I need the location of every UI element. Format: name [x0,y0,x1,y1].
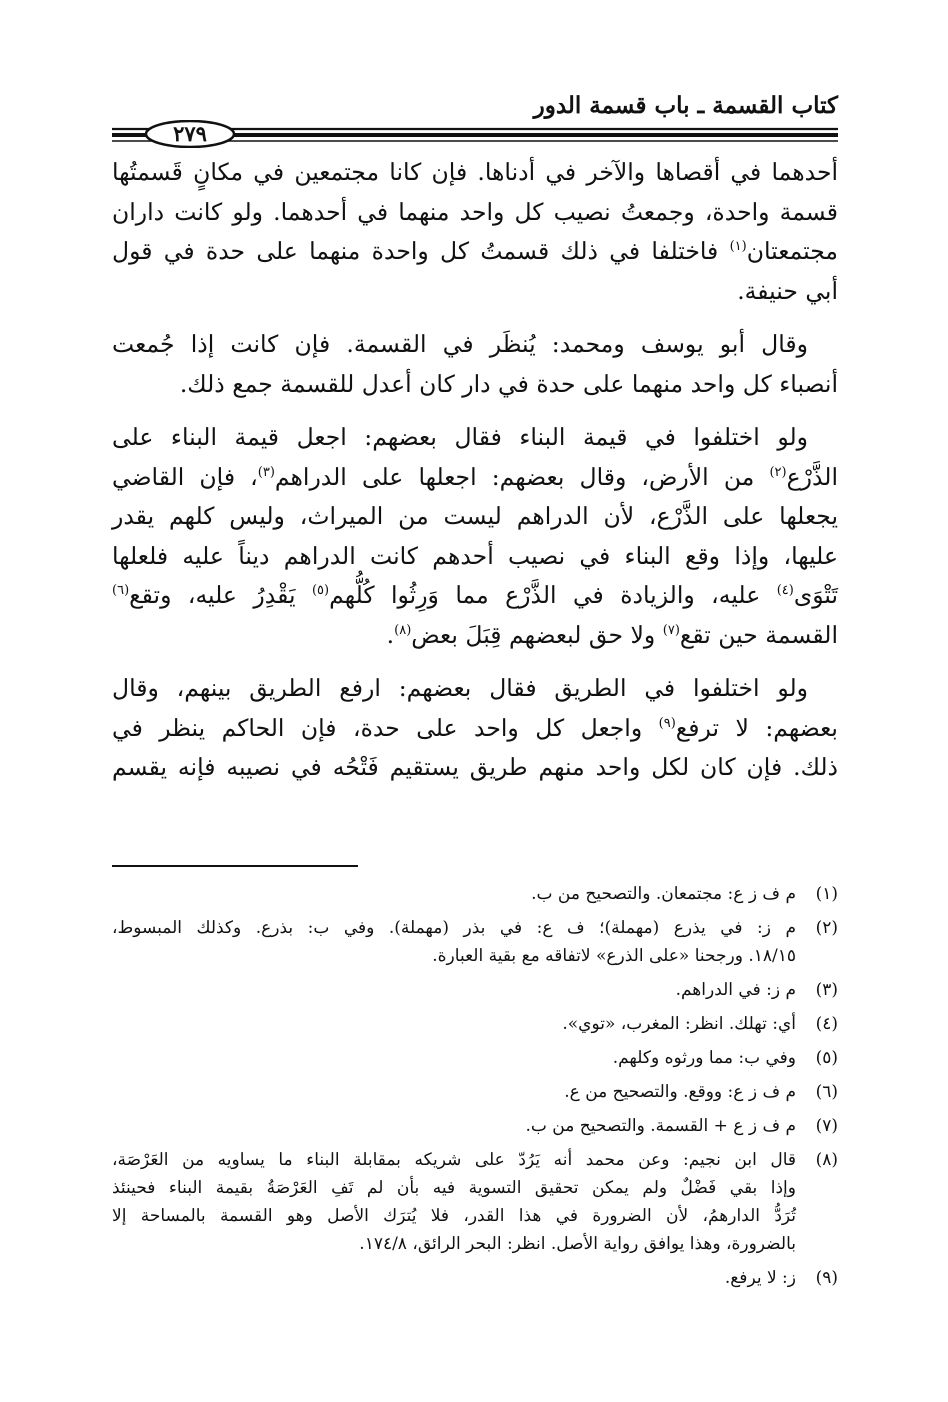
text-line: يجعلها على الذَّرْع، لأن الدراهم ليست من الميراث، وليس كلهم يقدر [112,502,838,530]
footnote-number: (٧) [815,1116,838,1136]
footnote-marker: (٧) [662,622,680,638]
text-run: عليه، والزيادة في الذَّرْع مما وَرِثُوا كُلُّهم [329,581,761,609]
footnote-2 [112,914,838,970]
header-rule [112,120,838,148]
footnote-text [112,880,796,908]
text-line: ولو اختلفوا في الطريق فقال بعضهم: ارفع الطريق بينهم، وقال [112,674,808,702]
text-run: تَتْوَى [793,581,838,609]
footnote-9 [112,1264,838,1292]
text-line: أبي حنيفة. [737,276,838,305]
footnote-marker: (٢) [769,464,787,480]
footnote-line: ١٨/١٥. ورجحنا «على الذرع» لاتفاقه مع بقية العبارة. [432,946,796,966]
text-line: عليها، وإذا وقع البناء في نصيب أحدهم كانت الدراهم ديناً عليه فلعلها [112,541,838,570]
footnote-8 [112,1146,838,1258]
text-line: ذلك. فإن كان لكل واحد منهم طريق يستقيم فَتْحُه في نصيبه فإنه يقسم [112,753,838,781]
footnote-number: (٩) [815,1268,838,1288]
text-run: بعضهم: لا ترفع [675,713,838,742]
footnote-line: م ف ز ع: مجتمعان. والتصحيح من ب. [531,884,796,904]
text-line [112,232,838,272]
footnote-marker: (٨) [394,622,412,638]
footnote-text [112,976,796,1004]
footnote-text [112,1010,796,1038]
footnote-text [112,914,796,970]
footnote-line: م ف ز ع: ووقع. والتصحيح من ع. [564,1082,796,1102]
footnote-7 [112,1112,838,1140]
footnote-marker: (٥) [311,583,330,599]
footnote-line: م ز: في يذرع (مهملة)؛ ف ع: في بذر (مهملة). وفي ب: بذرع. وكذلك المبسوط، [112,918,796,938]
text-run: ولا حق لبعضهم قِبَلَ بعض [411,620,656,649]
footnote-line: ز: لا يرفع. [724,1268,796,1288]
text-run: الذَّرْع [786,462,838,491]
footnote-line: أي: تهلك. انظر: المغرب، «توي». [562,1014,796,1034]
footnote-line: وإذا بقي فَضْلٌ ولم يمكن تحقيق التسوية فيه بأن لم تَفِ العَرْصَةُ بقيمة البناء فحينئذ [112,1178,796,1198]
footnote-text [112,1112,796,1140]
footnote-marker: (٤) [776,583,794,599]
footnote-3 [112,976,838,1004]
footnote-number: (٤) [815,1014,838,1034]
text-line: وقال أبو يوسف ومحمد: يُنظَر في القسمة. فإن كانت إذا جُمعت [112,330,808,358]
main-text [112,153,838,802]
text-line: ولو اختلفوا في قيمة البناء فقال بعضهم: اجعل قيمة البناء على [112,423,808,451]
footnote-1 [112,880,838,908]
paragraph-1 [112,153,838,311]
footnote-6 [112,1078,838,1106]
text-run: من الأرض، وقال بعضهم: اجعلها على الدراهم [274,462,755,491]
footnote-line: م ز: في الدراهم. [675,980,796,1000]
text-run: ، فإن القاضي [112,462,258,491]
text-line: قسمة واحدة، وجمعتُ نصيب كل واحد منهما في أحدهما. ولو كانت داران [112,197,838,226]
footnote-separator [112,865,358,867]
footnote-number: (٥) [815,1048,838,1068]
paragraph-3 [112,418,838,655]
text-line: أحدهما في أقصاها والآخر في أدناها. فإن كانا مجتمعين في مكانٍ قَسمتُها [112,158,838,186]
footnote-number: (٣) [815,980,838,1000]
text-line [112,709,838,749]
text-run: فاختلفا في ذلك قسمتُ كل واحدة منهما على حدة في قول [112,237,719,265]
footnote-marker: (٩) [658,715,676,731]
footnote-number: (١) [815,884,838,904]
footnote-text [112,1264,796,1292]
text-line [112,576,838,616]
text-run: القسمة حين تقع [679,620,838,649]
footnote-text [112,1078,796,1106]
footnote-4 [112,1010,838,1038]
footnote-marker: (١) [729,239,747,255]
footnote-line: تُرَدُّ الدارهمُ، لأن الضرورة في هذا القدر، فلا يُترَك الأصل وهو القسمة بالمساحة إلا [112,1206,796,1226]
footnote-line: قال ابن نجيم: وعن محمد أنه يَرُدّ على شريكه بمقابلة البناء ما يساويه من العَرْصَة، [112,1150,796,1170]
footnote-number: (٢) [815,918,838,938]
footnote-line: وفي ب: مما ورثوه وكلهم. [612,1048,796,1068]
book-page [112,90,838,1370]
footnote-text [112,1044,796,1072]
text-run: واجعل كل واحد على حدة، فإن الحاكم ينظر في [112,713,643,742]
footnote-marker: (٦) [112,583,130,599]
paragraph-2 [112,325,838,404]
footnote-line: بالضرورة، وهذا يوافق رواية الأصل. انظر: البحر الرائق، ١٧٤/٨. [359,1234,796,1254]
footnote-line: م ف ز ع + القسمة. والتصحيح من ب. [525,1116,796,1136]
text-run: مجتمعتان [746,237,838,265]
page-number: ٢٧٩ [173,121,207,146]
footnote-marker: (٣) [257,464,275,480]
footnote-number: (٦) [815,1082,838,1102]
footnote-number: (٨) [815,1150,838,1170]
footnote-text [112,1146,796,1258]
running-head: كتاب القسمة ـ باب قسمة الدور [533,92,838,119]
paragraph-4 [112,669,838,788]
text-line [112,458,838,498]
footnotes [112,880,838,1298]
text-run: . [386,620,395,649]
footnote-5 [112,1044,838,1072]
text-line: أنصباء كل واحد منهما على حدة في دار كان أعدل للقسمة جمع ذلك. [179,369,838,398]
text-run: يَقْدِرُ عليه، وتقع [129,581,296,609]
text-line [112,616,838,656]
